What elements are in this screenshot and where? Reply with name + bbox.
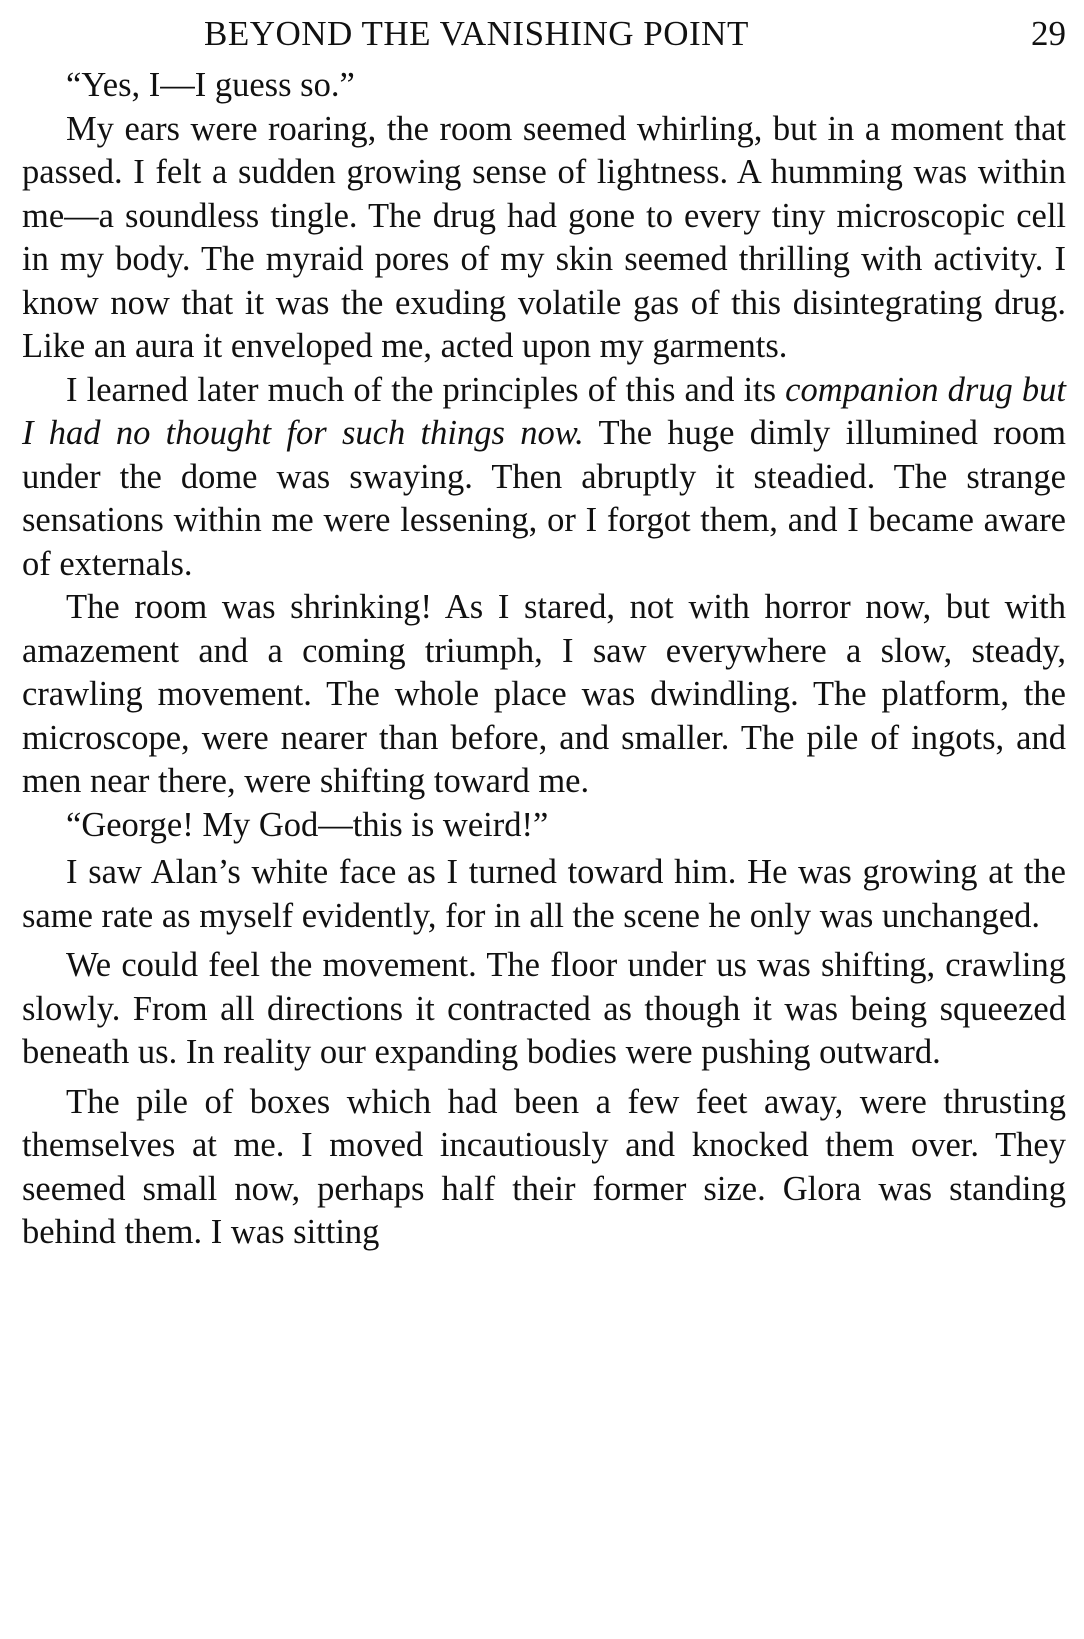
running-title: BEYOND THE VANISHING POINT	[204, 14, 749, 53]
paragraph-3-italic: companion drug but I had no thought for such things now.	[22, 370, 1066, 452]
paragraph-4: The room was shrinking! As I stared, not with horror now, but with amazement and a coming triumph, I saw everywhere a slow, steady, crawling movement. The whole place was dwindling. The platform, the microscope, were nearer than before, and smaller. The pile of ingots, and men near there, were shifting toward me.	[22, 588, 1066, 800]
paragraph-2: My ears were roaring, the room seemed whirling, but in a moment that passed. I felt a sudden growing sense of lightness. A humming was within me—a soundless tingle. The drug had gone to every tiny microscopic cell in my body. The myraid pores of my skin seemed thrilling with activity. I know now that it was the exuding volatile gas of this disintegrating drug. Like an aura it enveloped me, acted upon my garments.	[22, 109, 1066, 365]
running-header	[22, 14, 1066, 64]
paragraph-5: “George! My God—this is weird!”	[66, 805, 549, 844]
paragraph-8: The pile of boxes which had been a few feet away, were thrusting themselves at me. I moved incautiously and knocked them over. They seemed small now, perhaps half their former size. Glora was standing behind them. I was sitting	[22, 1082, 1066, 1251]
paragraph-3-part-a: I learned later much of the principles of this and its	[66, 370, 786, 409]
paragraph-1: “Yes, I—I guess so.”	[66, 66, 355, 104]
body-text	[22, 64, 1066, 1255]
book-page	[22, 14, 1066, 1255]
paragraph-7: We could feel the movement. The floor under us was shifting, crawling slowly. From all directions it contracted as though it was being squeezed beneath us. In reality our expanding bodies were pushing outward.	[22, 946, 1066, 1071]
paragraph-3	[22, 369, 1066, 587]
paragraph-6: I saw Alan’s white face as I turned toward him. He was growing at the same rate as myself evidently, for in all the scene he only was unchanged.	[22, 853, 1066, 935]
paragraph-3-part-b: The huge dimly illumined room under the dome was swaying. Then abruptly it steadied. The strange sensations within me were lessening, or I forgot them, and I became aware of externals.	[22, 414, 1066, 583]
page-number: 29	[1031, 14, 1066, 53]
